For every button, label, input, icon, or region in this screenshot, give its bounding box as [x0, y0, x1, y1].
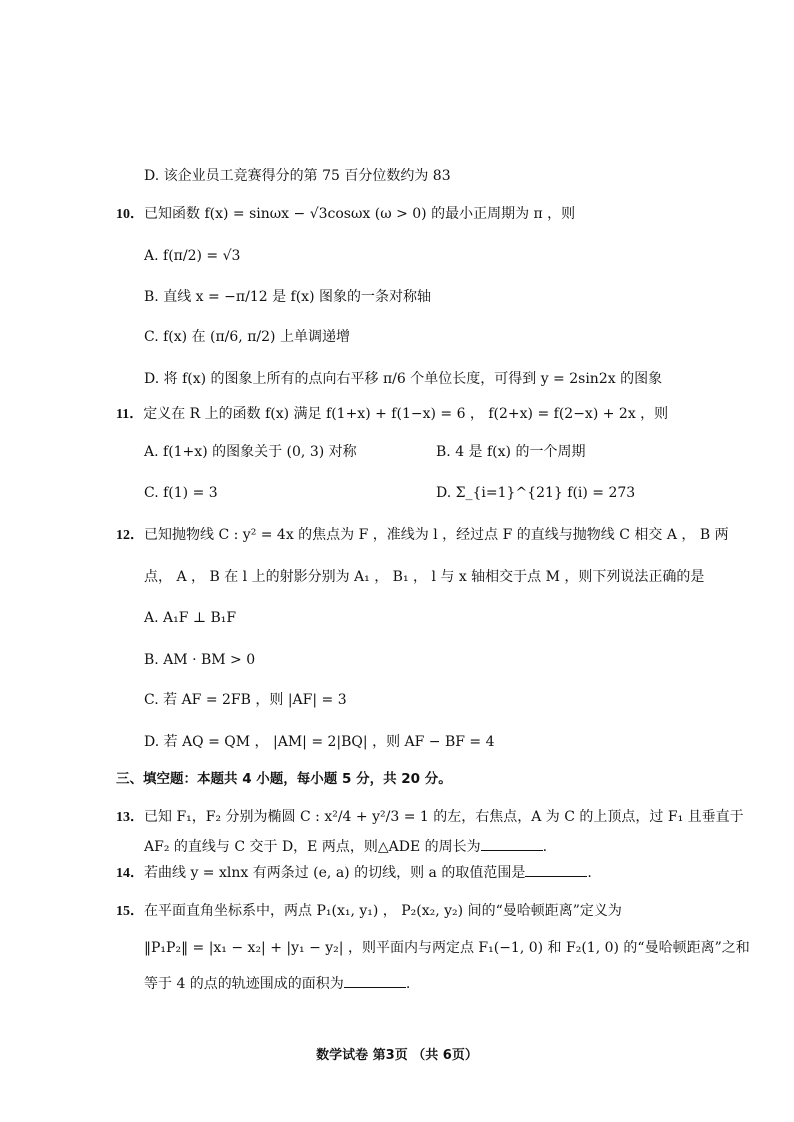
answer-blank[interactable] — [344, 973, 406, 988]
q11-option-d: D. Σ_{i=1}^{21} f(i) = 273 — [436, 485, 636, 501]
question-13-cont: AF₂ 的直线与 C 交于 D，E 两点，则△ADE 的周长为 . — [144, 836, 547, 857]
question-text: 在平面直角坐标系中，两点 P₁(x₁, y₁) ， P₂(x₂, y₂) 间的“曼哈顿距离”定义为 — [144, 903, 622, 919]
q11-option-a: A. f(1+x) 的图象关于 (0, 3) 对称 — [144, 444, 357, 460]
question-text: 已知函数 f(x) = sinωx − √3cosωx (ω > 0) 的最小正周期为 π ，则 — [144, 206, 576, 222]
answer-blank[interactable] — [525, 862, 587, 877]
q10-option-b: B. 直线 x = −π/12 是 f(x) 图象的一条对称轴 — [144, 289, 431, 305]
question-12-cont: 点， A ， B 在 l 上的射影分别为 A₁ ， B₁ ， l 与 x 轴相交于点 M ，则下列说法正确的是 — [144, 569, 705, 585]
q10-option-d: D. 将 f(x) 的图象上所有的点向右平移 π/6 个单位长度，可得到 y = 2sin2x 的图象 — [144, 371, 663, 387]
question-number: 10． — [116, 207, 144, 222]
question-number: 13． — [116, 810, 144, 825]
section-3-heading: 三、填空题：本题共 4 小题，每小题 5 分，共 20 分。 — [116, 771, 452, 787]
question-15 — [116, 901, 622, 922]
q12-option-c: C. 若 AF = 2FB ，则 |AF| = 3 — [144, 692, 347, 708]
question-13 — [116, 807, 744, 828]
question-12 — [116, 525, 729, 546]
answer-blank[interactable] — [481, 836, 543, 851]
question-text: 定义在 R 上的函数 f(x) 满足 f(1+x) + f(1−x) = 6 ， f(2+x) = f(2−x) + 2x ，则 — [143, 406, 669, 422]
page-footer: 数学试卷 第3页 （共 6页） — [316, 1048, 478, 1063]
question-text: 已知抛物线 C : y² = 4x 的焦点为 F ，准线为 l ，经过点 F 的直线与抛物线 C 相交 A ， B 两 — [144, 527, 729, 543]
question-text: 若曲线 y = xlnx 有两条过 (e, a) 的切线，则 a 的取值范围是 — [144, 865, 526, 881]
q11-option-c: C. f(1) = 3 — [144, 485, 218, 501]
question-11 — [116, 404, 668, 425]
question-number: 11． — [116, 407, 144, 422]
q10-option-a: A. f(π/2) = √3 — [144, 248, 241, 264]
question-number: 12． — [116, 528, 144, 543]
q12-option-a: A. A₁F ⊥ B₁F — [144, 610, 237, 626]
question-10 — [116, 204, 575, 225]
question-number: 15． — [116, 904, 144, 919]
q11-option-b: B. 4 是 f(x) 的一个周期 — [436, 444, 586, 460]
q12-option-d: D. 若 AQ = QM ， |AM| = 2|BQ| ，则 AF − BF = 4 — [144, 734, 495, 750]
question-text: 等于 4 的点的轨迹围成的面积为 — [144, 976, 344, 992]
q12-option-b: B. AM · BM > 0 — [144, 652, 256, 668]
question-14: 14．若曲线 y = xlnx 有两条过 (e, a) 的切线，则 a 的取值范围是 . — [116, 862, 592, 884]
q9-option-d: D. 该企业员工竞赛得分的第 75 百分位数约为 83 — [144, 168, 451, 184]
question-15-cont-2: 等于 4 的点的轨迹围成的面积为 . — [144, 973, 410, 994]
q10-option-c: C. f(x) 在 (π/6, π/2) 上单调递增 — [144, 329, 350, 345]
question-number: 14． — [116, 866, 144, 881]
question-15-cont: ‖P₁P₂‖ = |x₁ − x₂| + |y₁ − y₂| ，则平面内与两定点 F₁(−1, 0) 和 F₂(1, 0) 的“曼哈顿距离”之和 — [144, 940, 750, 956]
question-text: 已知 F₁，F₂ 分别为椭圆 C : x²/4 + y²/3 = 1 的左，右焦点，A 为 C 的上顶点，过 F₁ 且垂直于 — [144, 809, 744, 825]
question-text: AF₂ 的直线与 C 交于 D，E 两点，则△ADE 的周长为 — [144, 839, 481, 855]
